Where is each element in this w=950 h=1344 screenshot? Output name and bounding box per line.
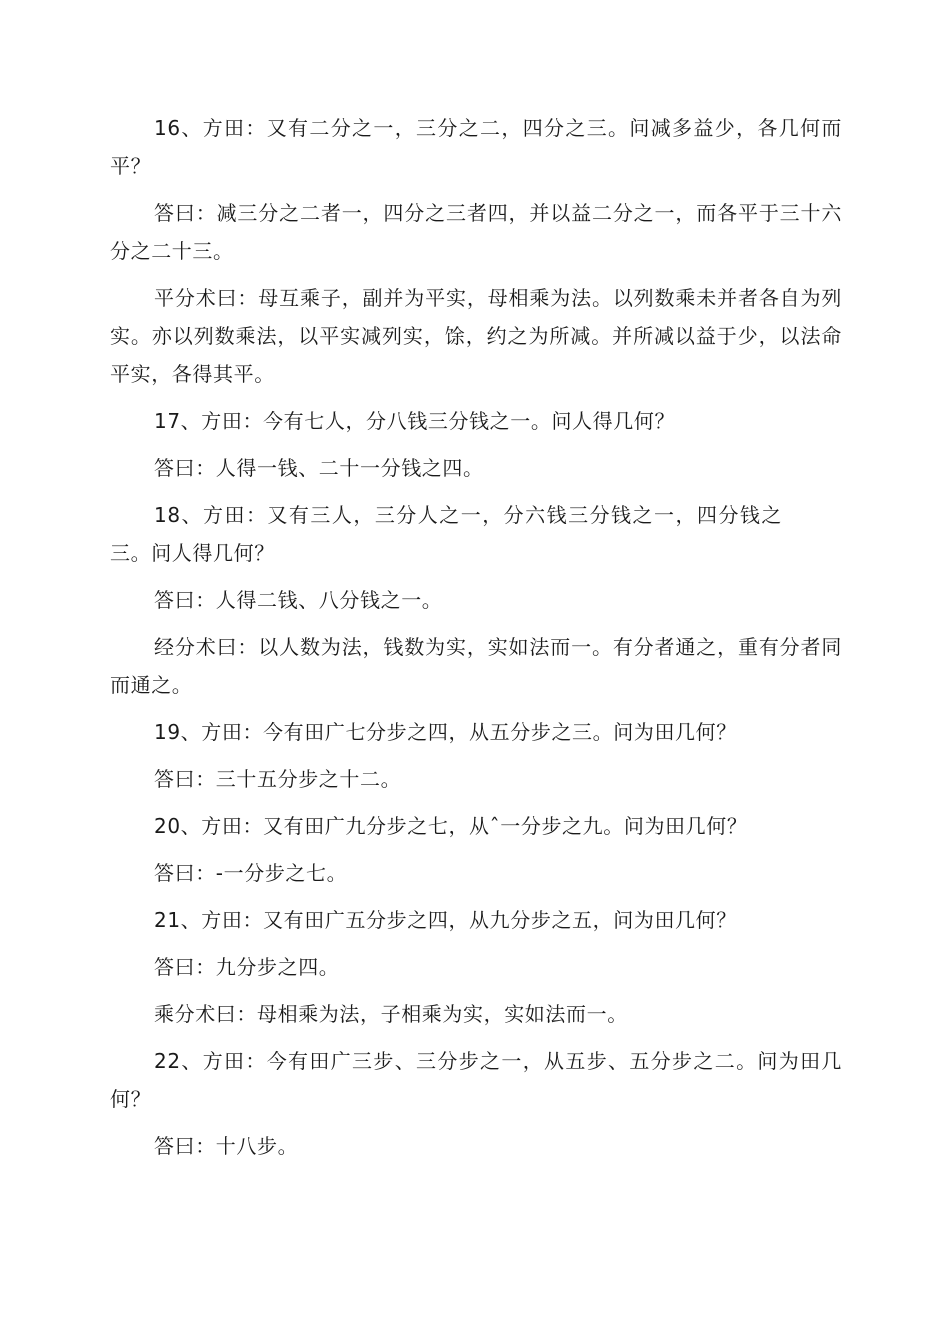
problem-17-question: 17、方田：今有七人，分八钱三分钱之一。问人得几何？ xyxy=(154,409,676,433)
problem-16-question: 16、方田：又有二分之一，三分之二，四分之三。问减多益少，各几何而平？ xyxy=(110,116,842,178)
problem-17-answer: 答曰：人得一钱、二十一分钱之四。 xyxy=(154,456,484,480)
cheng-fen-method: 乘分术曰：母相乘为法，子相乘为实，实如法而一。 xyxy=(154,1002,628,1026)
problem-22-question: 22、方田：今有田广三步、三分步之一，从五步、五分步之二。问为田几何？ xyxy=(110,1049,842,1111)
problem-18-question: 18、方田：又有三人，三分人之一，分六钱三分钱之一，四分钱之三。问人得几何？ xyxy=(110,503,782,565)
problem-18-answer: 答曰：人得二钱、八分钱之一。 xyxy=(154,588,443,612)
ping-fen-method: 平分术曰：母互乘子，副并为平实，母相乘为法。以列数乘未并者各自为列实。亦以列数乘法，以平实减列实，馀，约之为所减。并所减以益于少，以法命平实，各得其平。 xyxy=(110,286,842,386)
problem-20-answer: 答曰：-一分步之七。 xyxy=(154,861,348,885)
problem-19-question: 19、方田：今有田广七分步之四，从五分步之三。问为田几何？ xyxy=(154,720,737,744)
jing-fen-method: 经分术曰：以人数为法，钱数为实，实如法而一。有分者通之，重有分者同而通之。 xyxy=(110,635,842,697)
document-body xyxy=(110,109,842,1174)
problem-22-answer: 答曰：十八步。 xyxy=(154,1134,299,1158)
problem-21-answer: 答曰：九分步之四。 xyxy=(154,955,340,979)
problem-20-question: 20、方田：又有田广九分步之七，从ˆ一分步之九。问为田几何？ xyxy=(154,814,748,838)
problem-19-answer: 答曰：三十五分步之十二。 xyxy=(154,767,402,791)
problem-16-answer: 答曰：减三分之二者一，四分之三者四，并以益二分之一，而各平于三十六分之二十三。 xyxy=(110,201,842,263)
problem-21-question: 21、方田：又有田广五分步之四，从九分步之五，问为田几何？ xyxy=(154,908,737,932)
